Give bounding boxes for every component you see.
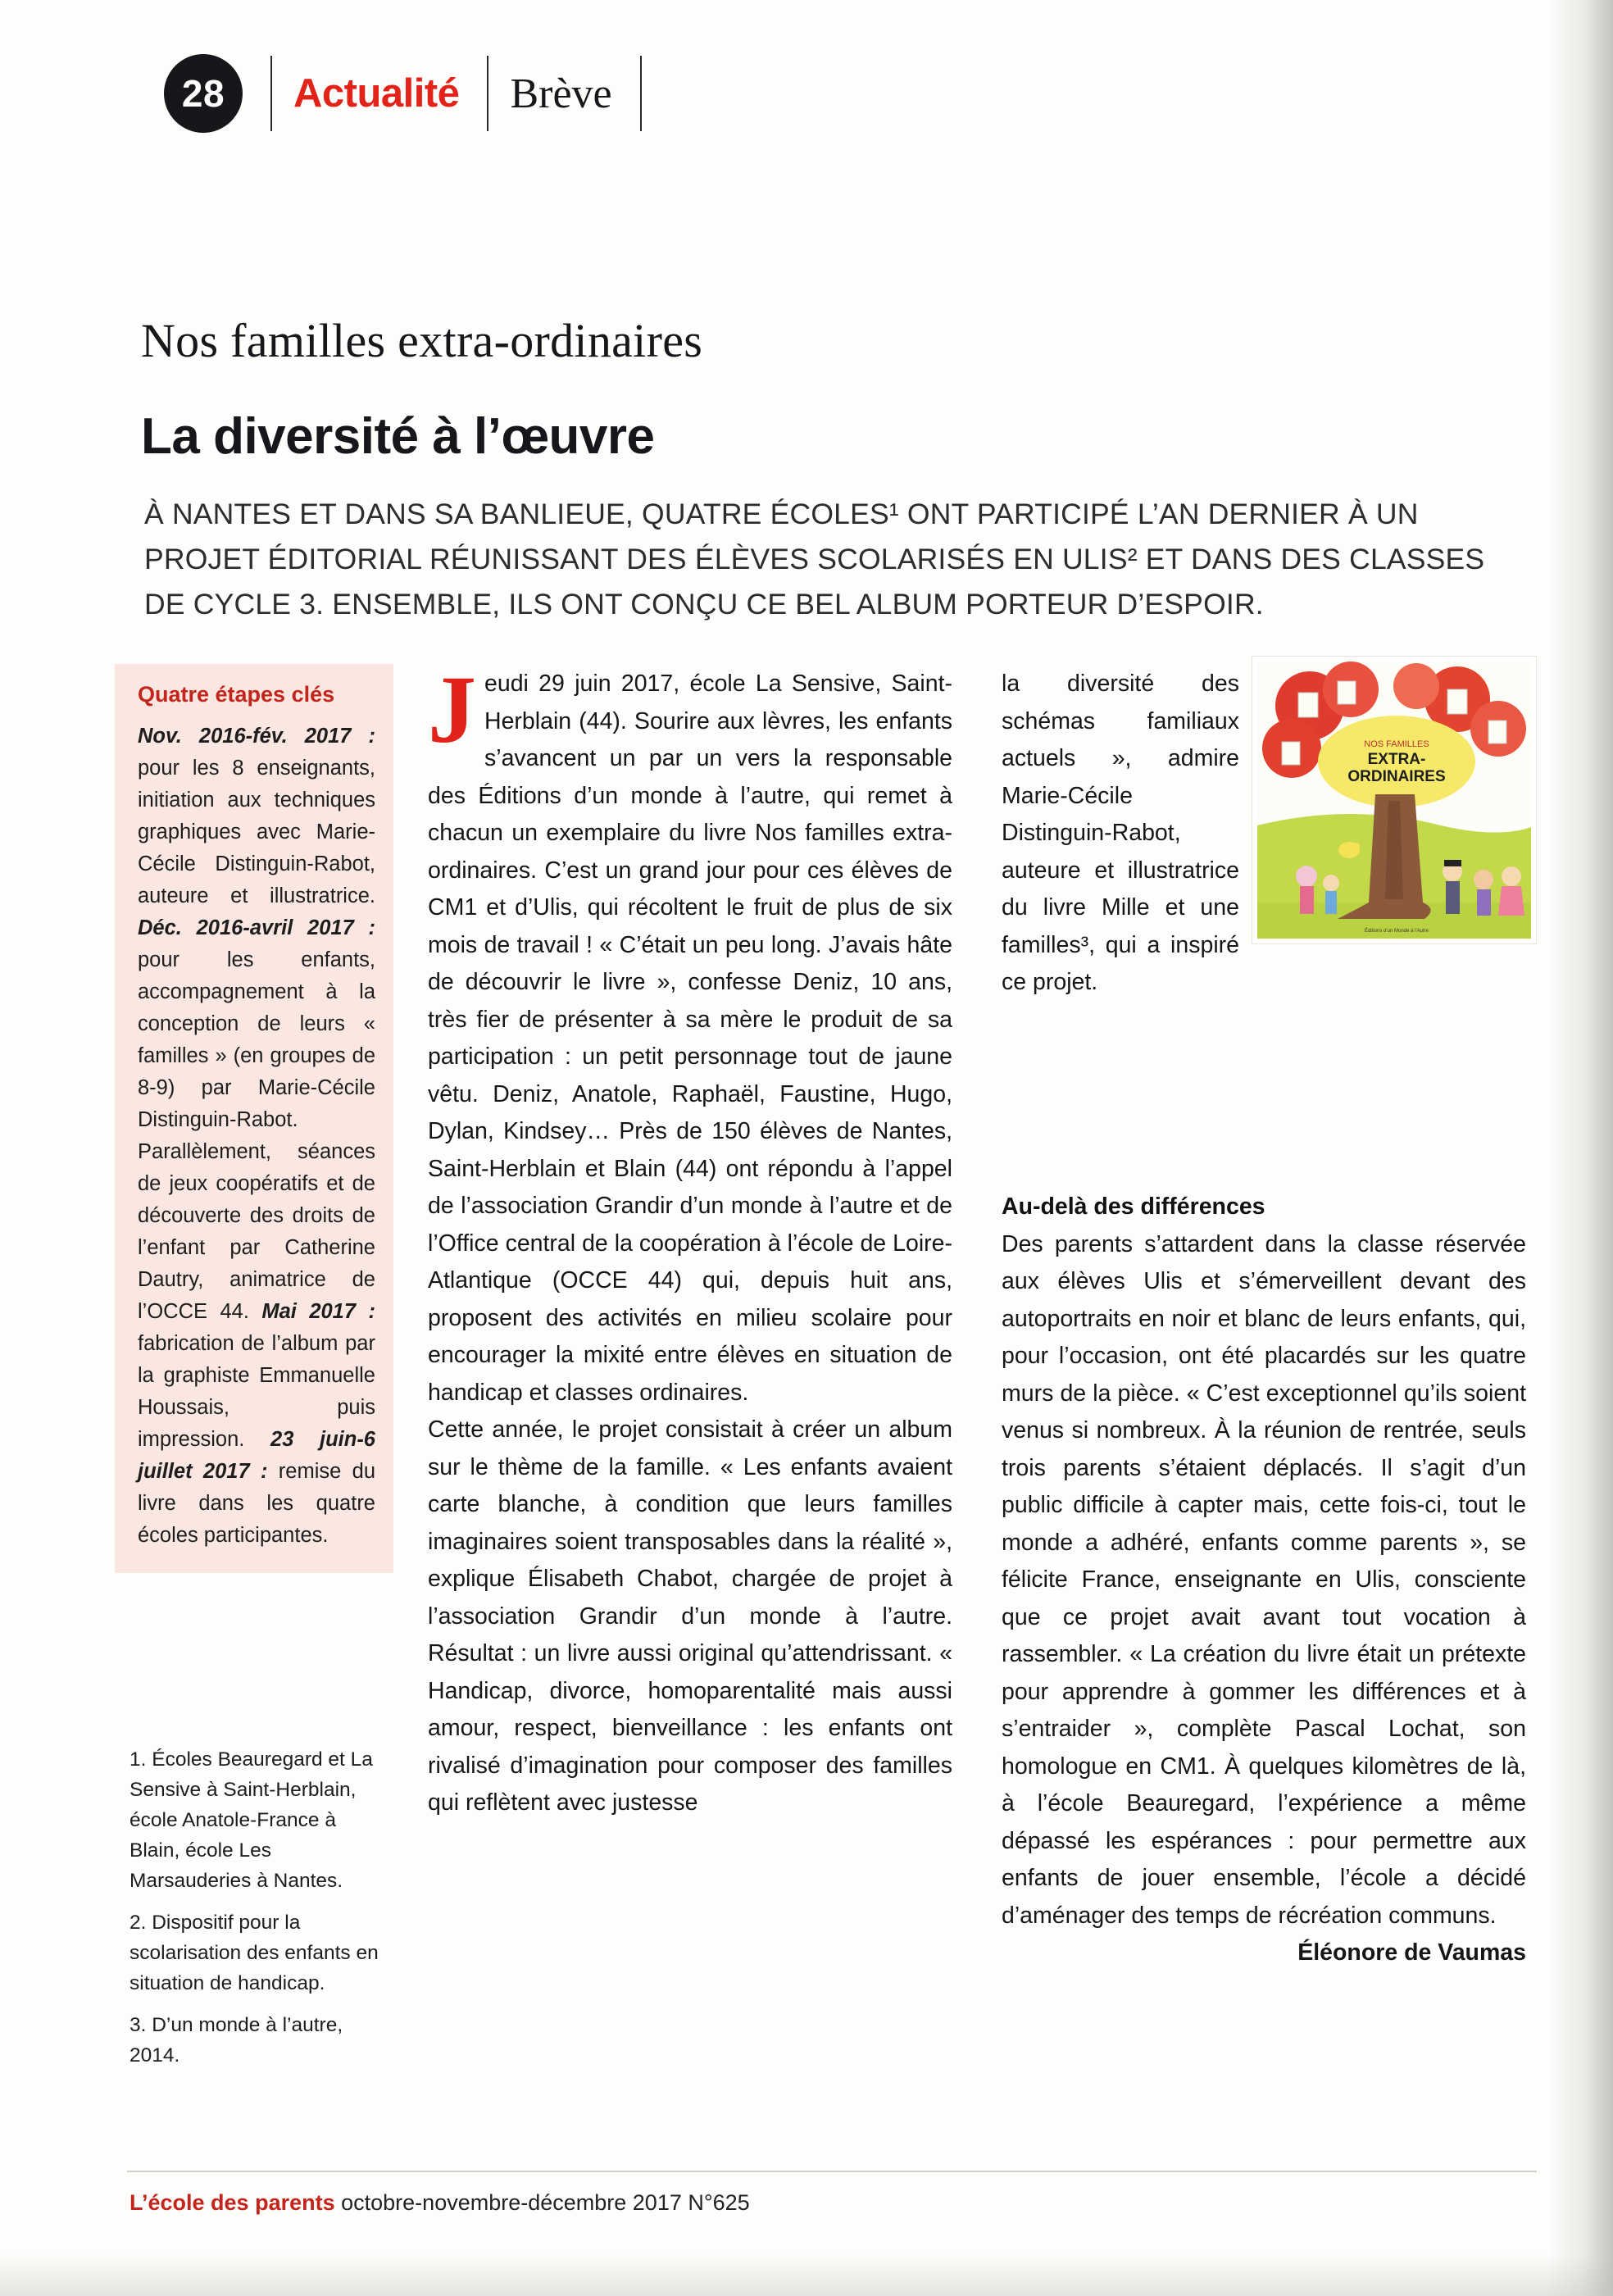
scan-edge-shadow-bottom xyxy=(0,2255,1613,2296)
cover-line-1: NOS FAMILLES xyxy=(1364,739,1429,749)
rubrique-label: Actualité xyxy=(293,71,460,116)
header-divider-1 xyxy=(270,56,272,131)
key-steps-title: Quatre étapes clés xyxy=(138,682,335,707)
footnote-item: 3. D’un monde à l’autre, 2014. xyxy=(129,2014,343,2066)
page-footer xyxy=(129,2190,750,2216)
cover-line-3: ORDINAIRES xyxy=(1347,768,1446,785)
key-steps-body xyxy=(138,721,375,1552)
key-step-text: fabrication de l’album par la graphiste Emmanuelle Houssais, puis impression. xyxy=(138,1332,375,1451)
body-paragraph-4: Des parents s’attardent dans la classe réservée aux élèves Ulis et s’émerveillent devant des autoportraits en noir et blanc de leurs enfants, qui, pour l’occasion, ont été placardés sur les quatre murs de la pièce. « C’est exceptionnel qu’ils soient venus si nombreux. À la réunion de rentrée, seuls trois parents s’étaient déplacés. Il s’agit d’un public difficile à capter mais, cette fois-ci, tout le monde a adhéré, enfants comme parents », se félicite France, enseignante en Ulis, consciente que ce projet avait avant tout vocation à rassembler. « La création du livre était un prétexte pour apprendre à gommer les différences et à s’entraider », complète Pascal Lochat, son homologue en CM1. À quelques kilomètres de là, à l’école Beauregard, l’expérience a même dépassé les espérances : pour permettre aux enfants de jouer ensemble, l’école a décidé d’aménager des temps de récréation communs. xyxy=(1002,1230,1526,1929)
book-cover-image xyxy=(1252,656,1537,944)
key-step-item xyxy=(138,725,375,907)
byline-wrap xyxy=(1002,1935,1526,1972)
page-number-badge: 28 xyxy=(164,54,243,133)
section-subhead: Au-delà des différences xyxy=(1002,1193,1265,1220)
body-paragraph-1 xyxy=(428,656,952,1412)
drop-cap: J xyxy=(428,656,476,763)
body-column-right xyxy=(1002,1189,1526,1972)
key-step-period: Nov. 2016-fév. 2017 : xyxy=(138,725,375,748)
key-step-text: pour les 8 enseignants, initiation aux techniques graphiques avec Marie-Cécile Distinguin-Rabot, auteure et illustratrice. xyxy=(138,757,375,907)
scan-edge-shadow-right xyxy=(1547,0,1613,2296)
subrubrique-label: Brève xyxy=(510,70,612,117)
byline: Éléonore de Vaumas xyxy=(1297,1939,1526,1966)
header-divider-3 xyxy=(640,56,642,131)
key-step-text: remise du livre dans les quatre écoles participantes. xyxy=(138,1460,375,1547)
key-steps-box xyxy=(115,664,393,1573)
key-step-item xyxy=(138,916,375,1323)
footnote-item: 1. Écoles Beauregard et La Sensive à Saint-Herblain, école Anatole-France à Blain, école Les Marsauderies à Nantes. xyxy=(129,1748,373,1892)
page-header xyxy=(164,51,663,136)
cover-caption: Éditions d’un Monde à l’Autre xyxy=(1364,929,1429,934)
footnotes-block xyxy=(129,1744,392,2082)
footer-divider xyxy=(127,2171,1537,2172)
key-step-period: Mai 2017 : xyxy=(261,1300,375,1323)
article-standfirst: À NANTES ET DANS SA BANLIEUE, QUATRE ÉCOLES¹ ONT PARTICIPÉ L’AN DERNIER À UN PROJET ÉDITORIAL RÉUNISSANT DES ÉLÈVES SCOLARISÉS EN ULIS² ET DANS DES CLASSES DE CYCLE 3. ENSEMBLE, ILS ONT CONÇU CE BEL ALBUM PORTEUR D’ESPOIR. xyxy=(144,498,1485,621)
book-cover-illustration xyxy=(1252,657,1536,943)
body-paragraph-2: Cette année, le projet consistait à créer un album sur le thème de la famille. « Les enfants avaient carte blanche, à condition que leurs familles imaginaires soient transposables dans la réalité », explique Élisabeth Chabot, chargée de projet à l’association Grandir d’un monde à l’autre. Résultat : un livre aussi original qu’attendrissant. « Handicap, divorce, homoparentalité mais aussi amour, respect, bienveillance : les enfants ont rivalisé d’imagination pour composer des familles qui reflètent avec justesse xyxy=(428,1416,952,1816)
key-step-text: pour les enfants, accompagnement à la conception de leurs « familles » (en groupes de 8-9) par Marie-Cécile Distinguin-Rabot. Parallèlement, séances de jeux coopératifs et de découverte des droits de l’enfant par Catherine Dautry, animatrice de l’OCCE 44. xyxy=(138,948,375,1323)
body-column-right-narrow xyxy=(1002,666,1239,1002)
page-title: La diversité à l’œuvre xyxy=(141,407,655,465)
article-surtitle: Nos familles extra-ordinaires xyxy=(141,314,703,367)
cover-line-2: EXTRA- xyxy=(1367,751,1426,768)
footnote-item: 2. Dispositif pour la scolarisation des enfants en situation de handicap. xyxy=(129,1912,379,1994)
header-divider-2 xyxy=(487,56,488,131)
key-step-period: Déc. 2016-avril 2017 : xyxy=(138,916,375,939)
issue-info: octobre-novembre-décembre 2017 N°625 xyxy=(341,2190,750,2215)
magazine-brand: L’école des parents xyxy=(129,2190,335,2215)
body-paragraph-3: la diversité des schémas familiaux actuels », admire Marie-Cécile Distinguin-Rabot, auteure et illustratrice du livre Mille et une familles³, qui a inspiré ce projet. xyxy=(1002,671,1239,995)
body-paragraph-1-text: eudi 29 juin 2017, école La Sensive, Saint-Herblain (44). Sourire aux lèvres, les enfants s’avancent un par un vers la responsable des Éditions d’un monde à l’autre, qui remet à chacun un exemplaire du livre Nos familles extra-ordinaires. C’est un grand jour pour ces élèves de CM1 et d’Ulis, qui récoltent le fruit de plus de six mois de travail ! « C’était un peu long. J’avais hâte de découvrir le livre », confesse Deniz, 10 ans, très fier de présenter à sa mère le produit de sa participation : un petit personnage tout de jaune vêtu. Deniz, Anatole, Raphaël, Faustine, Hugo, Dylan, Kindsey… Près de 150 élèves de Nantes, Saint-Herblain et Blain (44) ont répondu à l’appel de l’association Grandir d’un monde à l’autre et de l’Office central de la coopération à l’école de Loire-Atlantique (OCCE 44) qui, depuis huit ans, proposent des activités en milieu scolaire pour encourager la mixité entre élèves en situation de handicap et classes ordinaires. xyxy=(428,671,952,1406)
key-step-period: 23 juin-6 juillet 2017 : xyxy=(138,1428,375,1483)
body-column-middle xyxy=(428,656,952,1822)
